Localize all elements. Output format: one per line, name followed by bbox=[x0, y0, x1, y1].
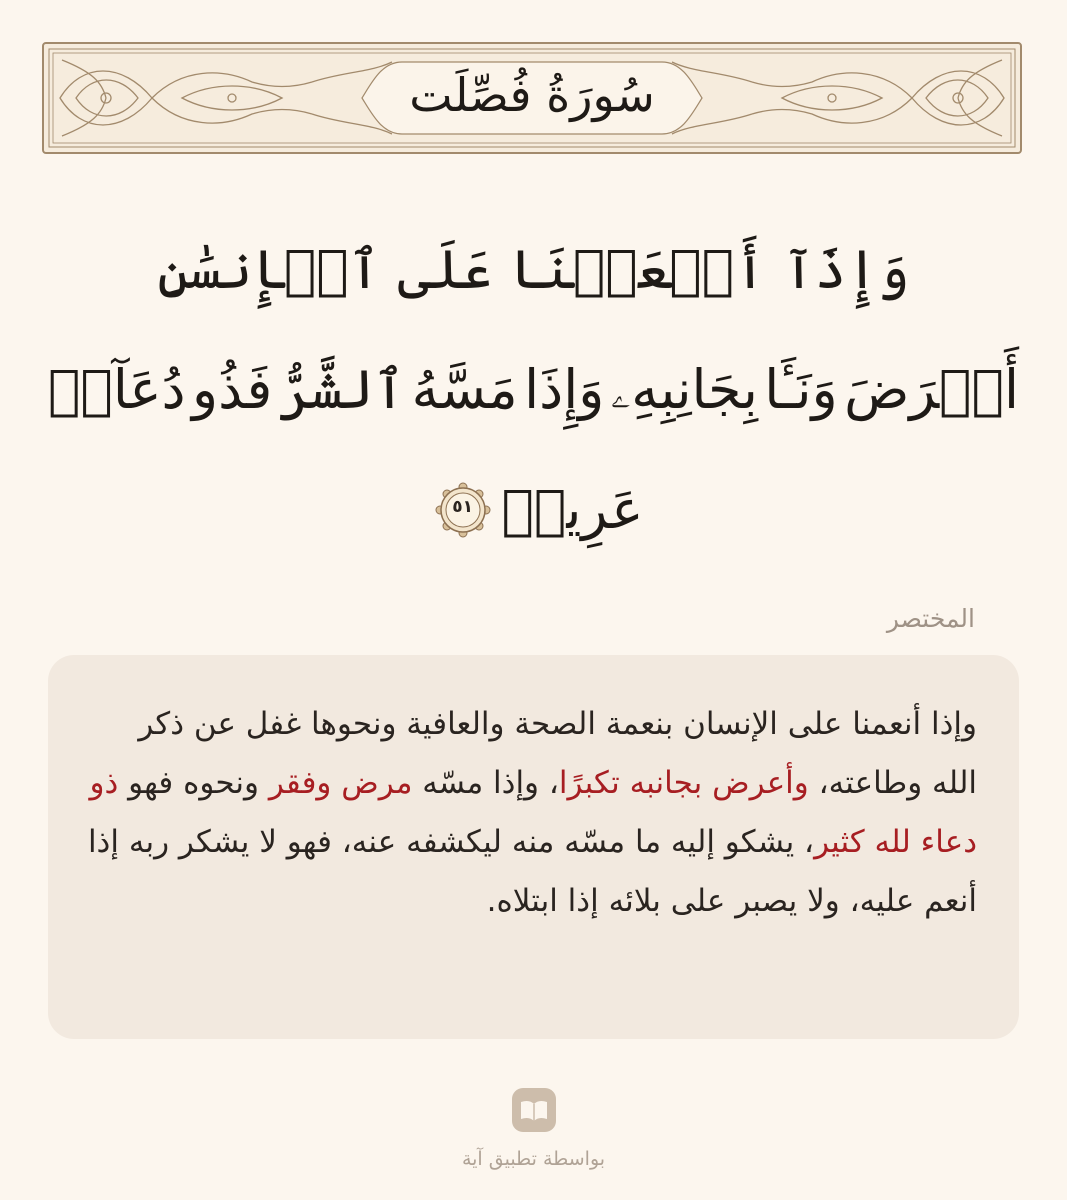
surah-header-frame bbox=[42, 42, 1022, 154]
tafsir-segment: وإذا أنعمنا على الإنسان بنعمة الصحة والعافية ونحوها غفل عن ذكر الله وطاعته، bbox=[138, 706, 977, 801]
ayah-word: مَسَّهُ bbox=[411, 358, 518, 421]
ayah-line-3 bbox=[48, 450, 1019, 570]
ayah-line-2 bbox=[48, 330, 1019, 450]
tafsir-card bbox=[48, 655, 1019, 1039]
ayah-word: دُعَآءٖ bbox=[48, 358, 186, 421]
tafsir-highlight: مرض وفقر bbox=[268, 765, 413, 801]
ayah-word: بِجَانِبِهِۦ bbox=[610, 358, 758, 421]
ayah-word: عَرِيضٖ bbox=[501, 478, 644, 541]
ayah-line-1: وَإِذَآ أَنۡعَمۡنَا عَلَى ٱلۡإِنسَٰنِ bbox=[157, 238, 910, 301]
tafsir-highlight: وأعرض بجانبه تكبرًا bbox=[558, 765, 809, 801]
open-book-icon bbox=[512, 1088, 556, 1132]
ayah-word: وَإِذَا bbox=[524, 358, 605, 421]
tafsir-segment: ، وإذا مسّه bbox=[412, 765, 559, 801]
tafsir-source-label: المختصر bbox=[886, 604, 975, 633]
ayah-number-marker bbox=[434, 481, 492, 539]
tafsir-segment: ، يشكو إليه ما مسّه منه ليكشفه عنه، فهو لا يشكر ربه إذا أنعم عليه، ولا يصبر على بلائه إذا ابتلاه. bbox=[87, 824, 977, 919]
ayah-word: وَنَـَٔا bbox=[764, 358, 838, 421]
app-logo bbox=[512, 1088, 556, 1132]
tafsir-text bbox=[86, 695, 977, 931]
tafsir-highlight: ذو دعاء لله كثير bbox=[89, 765, 977, 860]
ayah-number: ٥١ bbox=[452, 497, 473, 517]
ayah-text bbox=[48, 210, 1019, 570]
app-credit: بواسطة تطبيق آية bbox=[461, 1148, 606, 1170]
ayah-word: ٱلشَّرُّ bbox=[278, 358, 406, 421]
ayah-word: أَعۡرَضَ bbox=[844, 358, 1019, 421]
surah-title: سُورَةُ فُصِّلَت bbox=[409, 68, 655, 122]
tafsir-segment: ونحوه فهو bbox=[118, 765, 269, 801]
ayah-word: فَذُو bbox=[192, 358, 273, 421]
